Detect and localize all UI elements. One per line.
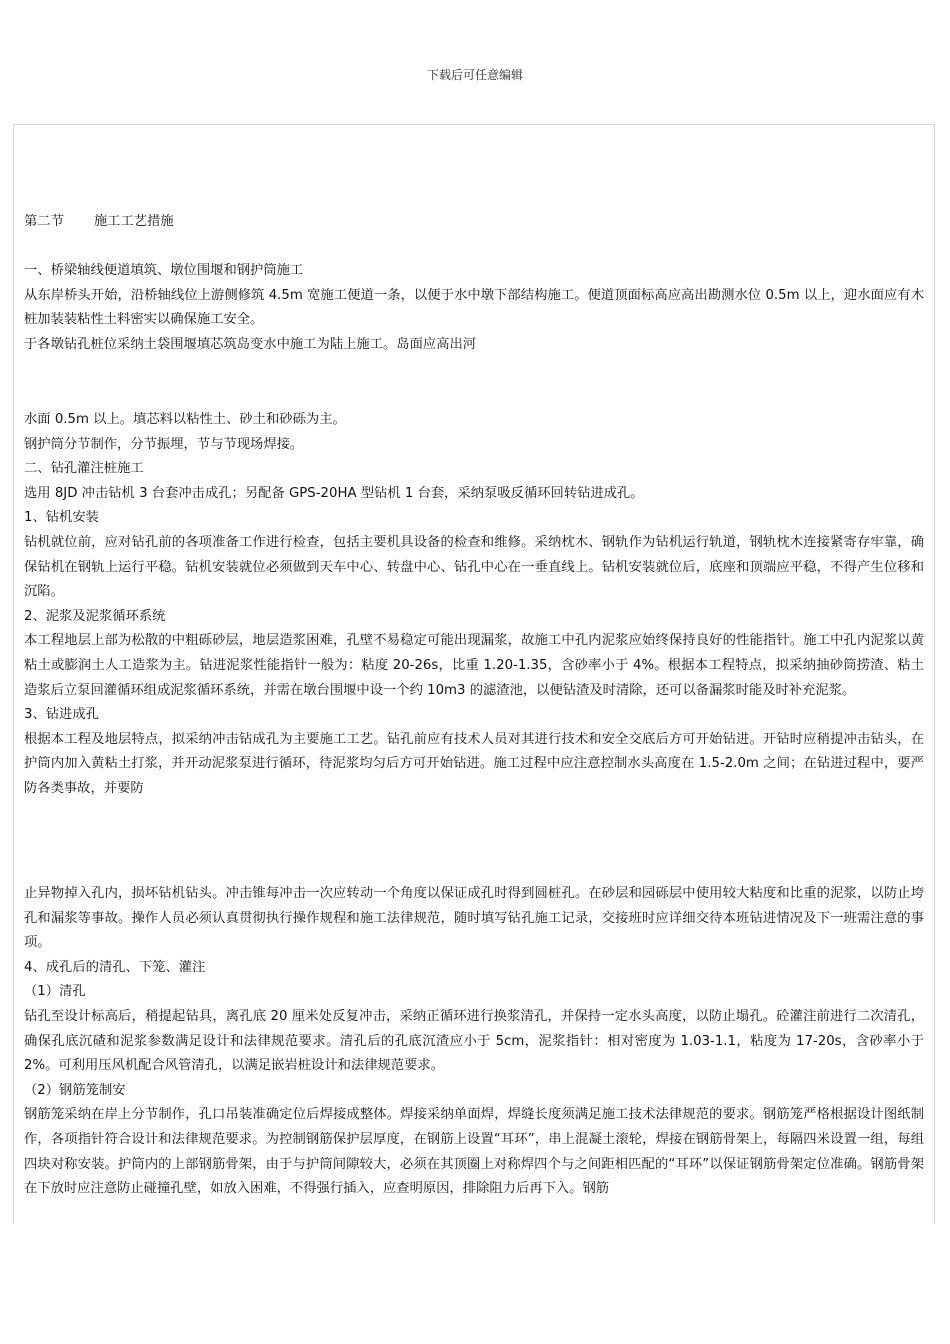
paragraph: 2、泥浆及泥浆循环系统 (24, 608, 166, 624)
paragraph: 从东岸桥头开始，沿桥轴线位上游侧修筑 4.5m 宽施工便道一条，以便于水中墩下部结构施工。便道顶面标高应高出勘测水位 0.5m 以上，迎水面应有木桩加装装粘性土料密实以确保施工安全。 (24, 287, 924, 328)
text-block-3 (24, 882, 924, 1202)
paragraph: 3、钻进成孔 (24, 707, 99, 723)
paragraph: 于各墩钻孔桩位采纳土袋围堰填芯筑岛变水中施工为陆上施工。岛面应高出河 (24, 336, 477, 352)
paragraph: （1）清孔 (24, 984, 86, 1000)
section-title: 施工工艺措施 (93, 214, 174, 229)
page-header: 下载后可任意编辑 (426, 68, 523, 82)
paragraph: 钢筋笼采纳在岸上分节制作，孔口吊装准确定位后焊接成整体。焊接采纳单面焊，焊缝长度须满足施工技术法律规范的要求。钢筋笼严格根据设计图纸制作，各项指针符合设计和法律规范要求。为控制钢筋保护层厚度，在钢筋上设置“耳环”，串上混凝土滚轮，焊接在钢筋骨架上，每隔四米设置一组，每组四块对称安装。护筒内的上部钢筋骨架，由于与护筒间隙较大，必须在其顶圈上对称焊四个与之间距相匹配的“耳环”以保证钢筋骨架定位准确。钢筋骨架在下放时应注意防止碰撞孔壁，如放入困难，不得强行插入，应查明原因，排除阻力后再下入。钢筋 (24, 1107, 924, 1197)
section-number: 第二节 (24, 214, 64, 229)
paragraph: 选用 8JD 冲击钻机 3 台套冲击成孔；另配备 GPS-20HA 型钻机 1 台套，采纳泵吸反循环回转钻进成孔。 (24, 485, 644, 501)
paragraph: 二、钻孔灌注桩施工 (24, 461, 144, 477)
paragraph: 钢护筒分节制作，分节振埋，节与节现场焊接。 (24, 436, 304, 452)
section-heading (24, 210, 174, 234)
paragraph: 止异物掉入孔内，损坏钻机钻头。冲击锥每冲击一次应转动一个角度以保证成孔时得到圆桩孔。在砂层和园砾层中使用较大粘度和比重的泥浆，以防止垮孔和漏浆等事故。操作人员必须认真贯彻执行操作规程和施工法律规范，随时填写钻孔施工记录，交接班时应详细交待本班钻进情况及下一班需注意的事项。 (24, 886, 924, 951)
text-block-2 (24, 408, 924, 802)
paragraph: 本工程地层上部为松散的中粗砾砂层，地层造浆困难，孔壁不易稳定可能出现漏浆，故施工中孔内泥浆应始终保持良好的性能指针。施工中孔内泥浆以黄粘土或膨润土人工造浆为主。钻进泥浆性能指针一般为：粘度 20-26s，比重 1.20-1.35，含砂率小于 4%。根据本工程特点，拟采纳抽砂筒捞渣、粘土造浆后立泵回灌循环组成泥浆循环系统，并需在墩台围堰中设一个约 10m3 的滤渣池，以便钻渣及时清除，还可以备漏浆时能及时补充泥浆。 (24, 633, 924, 698)
text-block-1 (24, 259, 924, 357)
paragraph: （2）钢筋笼制安 (24, 1082, 126, 1098)
paragraph: 水面 0.5m 以上。填芯料以粘性土、砂土和砂砾为主。 (24, 412, 346, 427)
paragraph: 根据本工程及地层特点，拟采纳冲击钻成孔为主要施工工艺。钻孔前应有技术人员对其进行技术和安全交底后方可开始钻进。开钻时应稍提冲击钻头，在护筒内加入黄粘土打浆，并开动泥浆泵进行循环，待泥浆均匀后方可开始钻进。施工过程中应注意控制水头高度在 1.5-2.0m 之间；在钻进过程中，要严防各类事故，并要防 (24, 731, 924, 796)
paragraph: 钻孔至设计标高后，稍提起钻具，离孔底 20 厘米处反复冲击，采纳正循环进行换浆清孔，并保持一定水头高度，以防止塌孔。砼灌注前进行二次清孔，确保孔底沉碴和泥浆参数满足设计和法律规范要求。清孔后的孔底沉渣应小于 5cm，泥浆指针：相对密度为 1.03-1.1，粘度为 17-20s，含砂率小于 2%。可利用压风机配合风管清孔，以满足嵌岩桩设计和法律规范要求。 (24, 1008, 924, 1074)
paragraph: 钻机就位前，应对钻孔前的各项准备工作进行检查，包括主要机具设备的检查和维修。采纳枕木、钢轨作为钻机运行轨道，钢轨枕木连接紧寄存牢靠，确保钻机在钢轨上运行平稳。钻机安装就位必须做到天车中心、转盘中心、钻孔中心在一垂直线上。钻机安装就位后，底座和顶端应平稳，不得产生位移和沉陷。 (24, 534, 924, 600)
paragraph: 一、桥梁轴线便道填筑、墩位围堰和钢护筒施工 (24, 263, 304, 278)
paragraph: 1、钻机安装 (24, 510, 99, 526)
paragraph: 4、成孔后的清孔、下笼、灌注 (24, 959, 206, 975)
